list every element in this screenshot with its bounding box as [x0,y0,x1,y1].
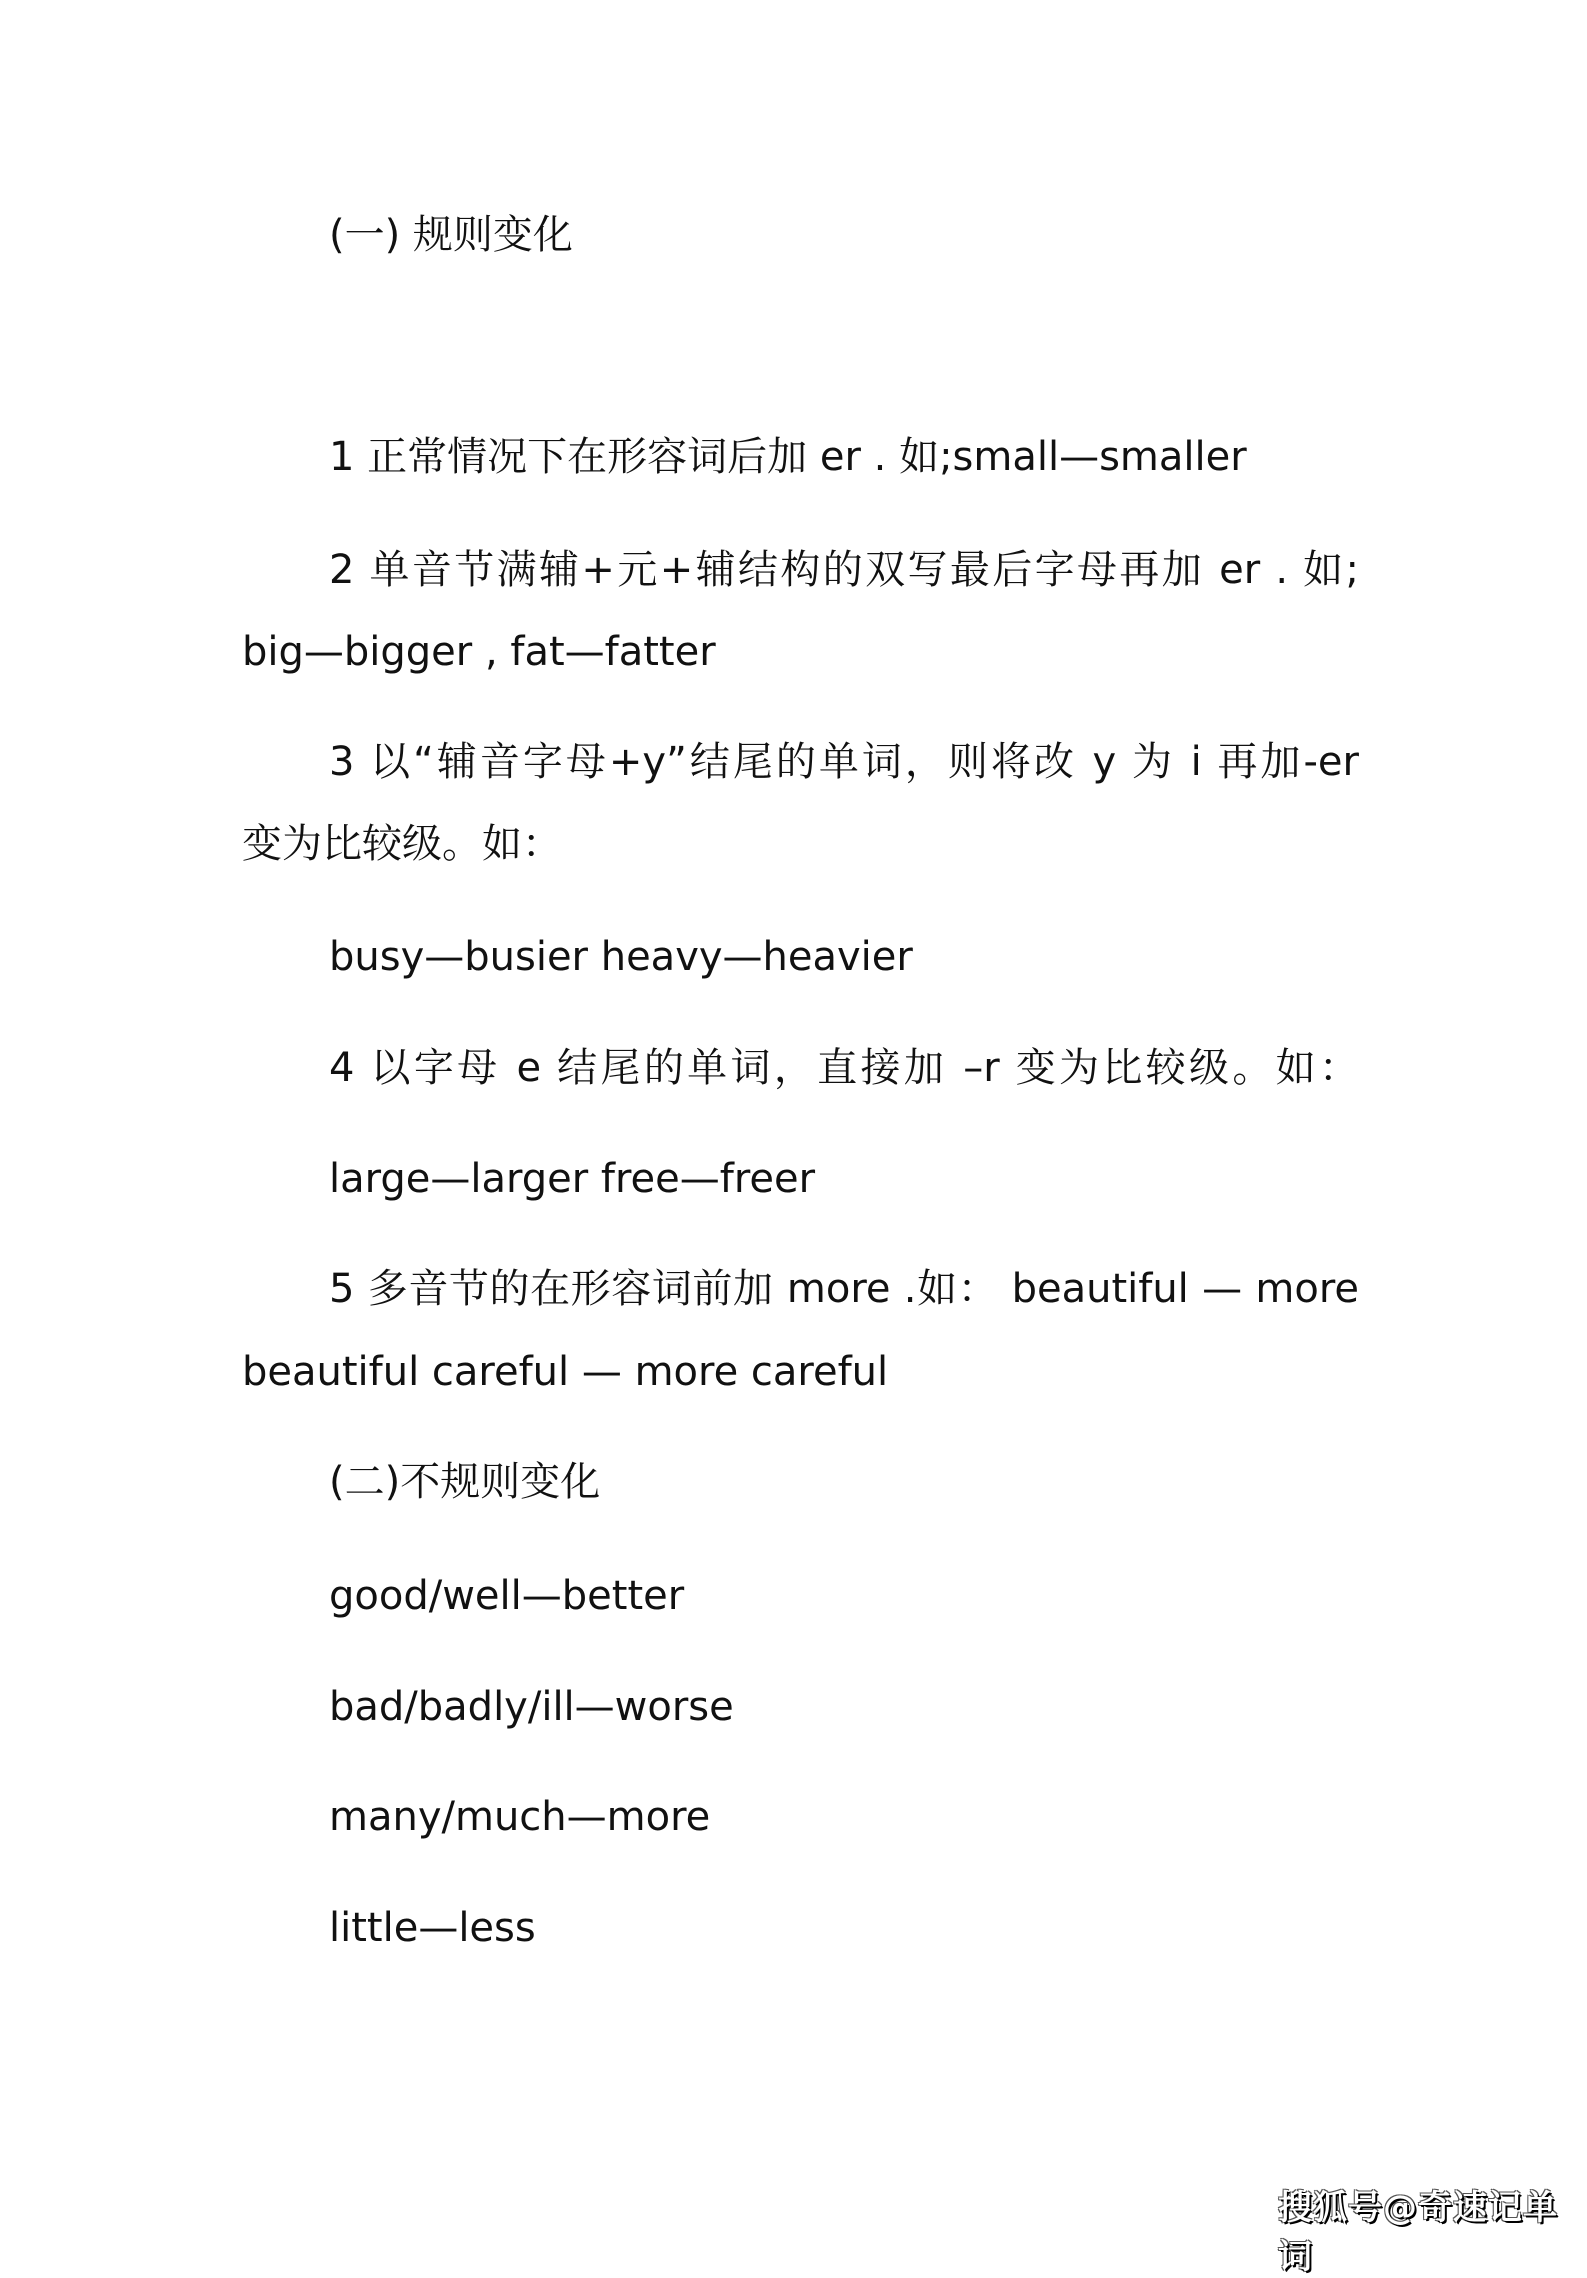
rule-5-line-2: beautiful careful — more careful [242,1349,889,1395]
irregular-item: little—less [329,1905,536,1951]
rule-4-example: large—larger free—freer [329,1156,816,1202]
rule-5-line-1: 5 多音节的在形容词前加 more .如： beautiful — more [329,1266,1359,1312]
rule-4: 4 以字母 e 结尾的单词，直接加 –r 变为比较级。如： [329,1045,1359,1091]
rule-3-line-1: 3 以“辅音字母+y”结尾的单词，则将改 y 为 i 再加-er [329,739,1359,785]
irregular-item: bad/badly/ill—worse [329,1684,734,1730]
rule-1: 1 正常情况下在形容词后加 er . 如;small—smaller [329,434,1247,480]
watermark: 搜狐号@奇速记单词 [1278,2188,1558,2277]
section-heading-regular: (一) 规则变化 [329,212,573,258]
section-heading-irregular: (二)不规则变化 [329,1459,601,1505]
rule-2-line-1: 2 单音节满辅+元+辅结构的双写最后字母再加 er . 如; [329,547,1359,593]
rule-3-line-2: 变为比较级。如： [242,821,562,867]
rule-2-line-2: big—bigger , fat—fatter [242,629,716,675]
irregular-item: many/much—more [329,1794,711,1840]
rule-3-example: busy—busier heavy—heavier [329,934,913,980]
irregular-item: good/well—better [329,1573,685,1619]
